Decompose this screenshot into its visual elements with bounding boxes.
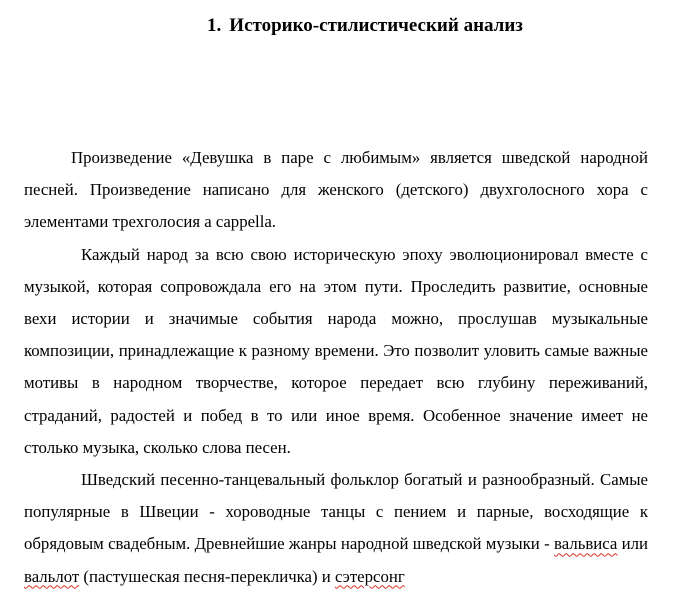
folklore-text-connector: или [617, 534, 649, 554]
body-text [24, 142, 648, 593]
folklore-text-middle: (пастушеская песня-перекличка) и [79, 566, 335, 586]
spellcheck-word-satersong[interactable]: сэтерсонг [334, 566, 405, 586]
paragraph-history: Каждый народ за всю свою историческую эпоху эволюционировал вместе с музыкой, которая сопровождала его на этом пути. Проследить развитие, основные вехи истории и значимые события народа можно, прослушав музыкальные композиции, принадлежащие к разному времени. Это позволит уловить самые важные мотивы в народном творчестве, которое передает всю глубину переживаний, страданий, радостей и побед в то или иное время. Особенное значение имеет не столько музыка, сколько слова песен. [24, 244, 648, 457]
spellcheck-word-vallot[interactable]: вальлот [24, 566, 80, 586]
spellcheck-word-valvisa[interactable]: вальвиса [554, 534, 618, 554]
section-heading [0, 13, 694, 39]
section-title: Историко-стилистический анализ [229, 15, 523, 36]
folklore-text-start: Шведский песенно-танцевальный фольклор богатый и разнообразный. Самые популярные в Швеции - хороводные танцы с пением и парные, восходящие к обрядовым свадебным. Древнейшие жанры народной шведской музыки - [24, 470, 648, 554]
paragraph-intro: Произведение «Девушка в паре с любимым» является шведской народной песней. Произведение написано для женского (детского) двухголосного хора с элементами трехголосия a cappella. [24, 148, 648, 232]
paragraph-folklore [24, 464, 648, 593]
section-number: 1. [207, 15, 222, 36]
